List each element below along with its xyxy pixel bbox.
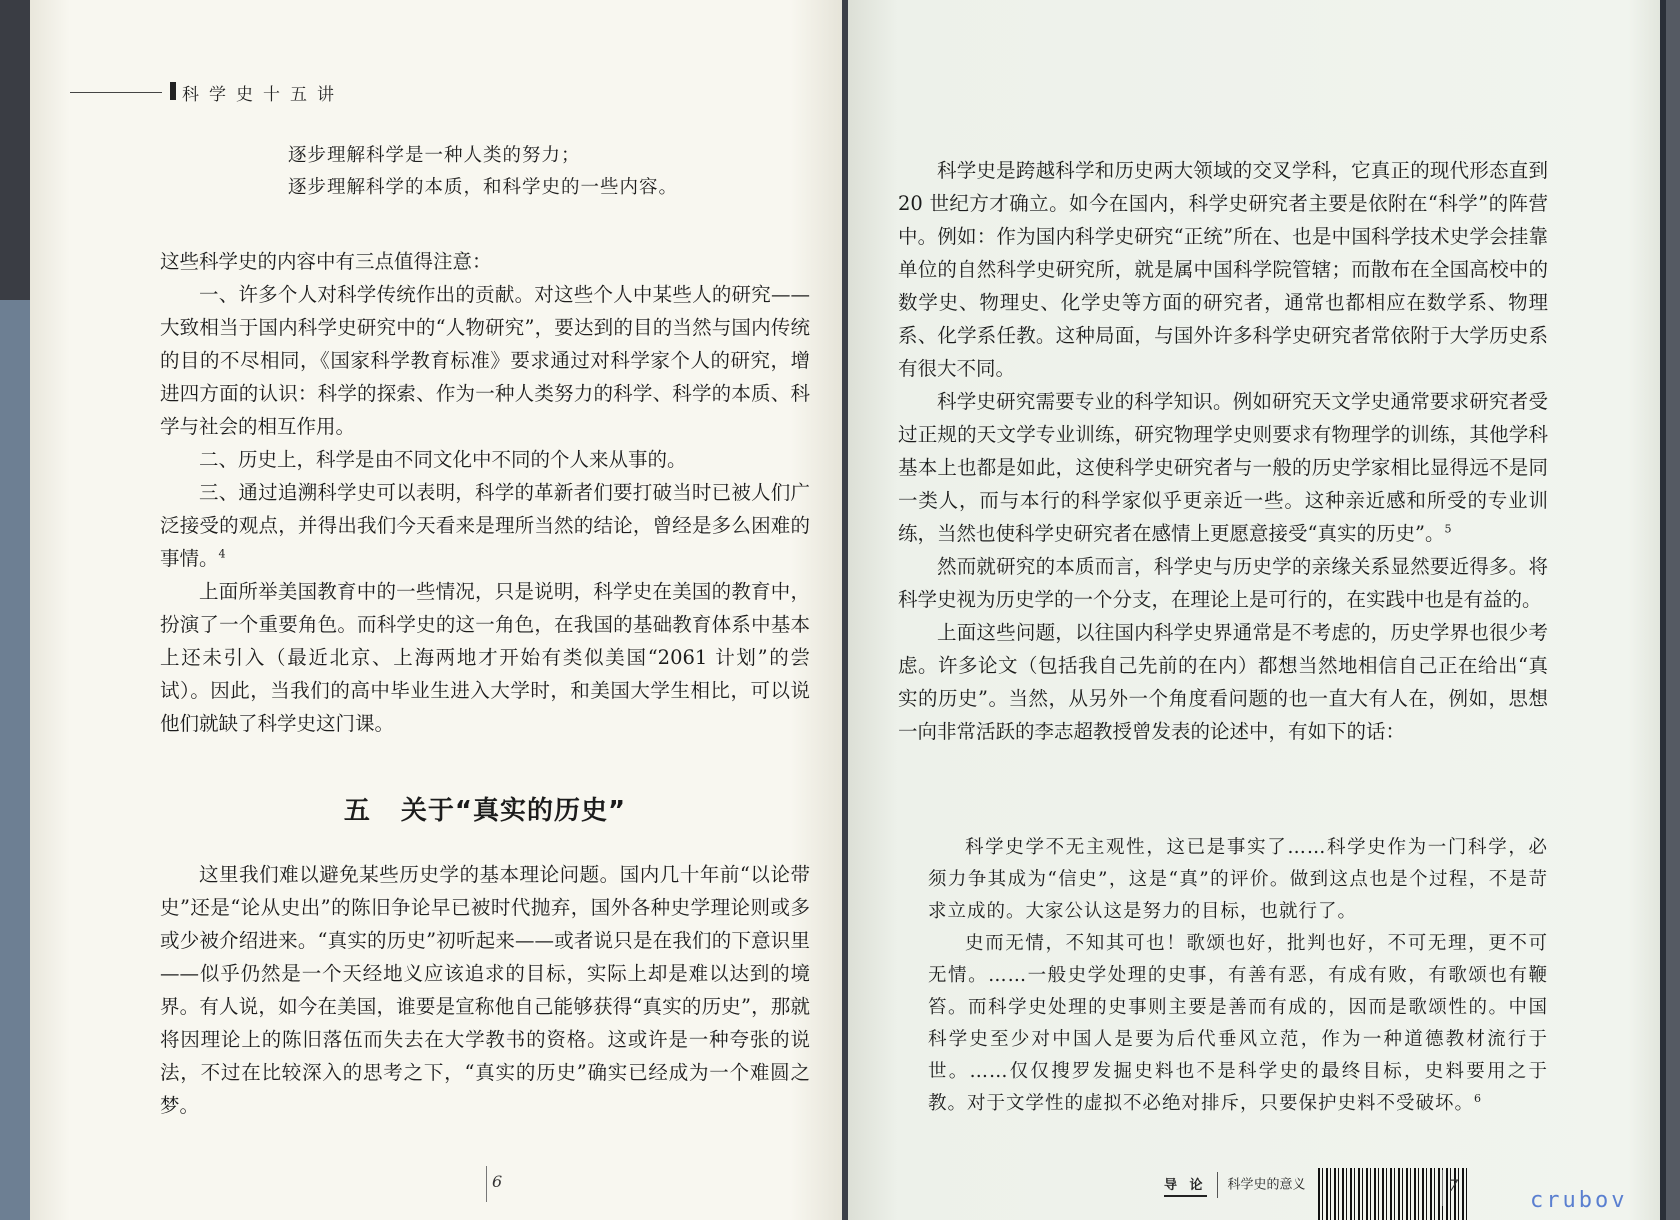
page-number-rule [486,1166,487,1202]
quote-paragraph: 科学史学不无主观性，这已是事实了……科学史作为一门科学，必须力争其成为“信史”，这是“真”的评价。做到这点也是个过程，不是苛求立成的。大家公认这是努力的目标，也就行了。 [928,837,1548,922]
barcode-sticker [1318,1168,1468,1220]
footer-title: 科学史的意义 [1227,1177,1306,1193]
footnote-mark[interactable]: 4 [218,547,226,561]
paragraph: 上面所举美国教育中的一些情况，只是说明，科学史在美国的教育中，扮演了一个重要角色。而科学史的这一角色，在我国的基础教育体系中基本上还未引入（最近北京、上海两地才开始有类似美国“2061 计划”的尝试）。因此，当我们的高中毕业生进入大学时，和美国大学生相比，可以说他们就缺了科学史这门课。 [160,580,810,735]
left-body-text [160,245,810,740]
page-number: 6 [492,1172,503,1191]
running-head: 科学史十五讲 [182,85,344,105]
page-number-rule [1442,1170,1443,1206]
footnote-mark[interactable]: 6 [1474,1091,1483,1105]
page-number: 7 [1448,1176,1459,1195]
right-page [848,0,1660,1220]
paragraph: 科学史是跨越科学和历史两大领域的交叉学科，它真正的现代形态直到 20 世纪方才确立。如今在国内，科学史研究者主要是依附在“科学”的阵营中。例如：作为国内科学史研究“正统”所在、也是中国科学技术史学会挂靠单位的自然科学史研究所，就是属中国科学院管辖；而散布在全国高校中的数学史、物理史、化学史等方面的研究者，通常也都相应在数学系、物理系、化学系任教。这种局面，与国外许多科学史研究者常依附于大学历史系有很大不同。 [898,159,1548,380]
quote-text: 史而无情，不知其可也！歌颂也好，批判也好，不可无理，更不可无情。……一般史学处理的史事，有善有恶，有成有败，有歌颂也有鞭笞。而科学史处理的史事则主要是善而有成的，因而是歌颂性的。中国科学史至少对中国人是要为后代垂风立范，作为一种道德教材流行于世。……仅仅搜罗发掘史料也不是科学史的最终目标，史料要用之于教。对于文学性的虚拟不必绝对排斥，只要保护史料不受破坏。 [928,933,1548,1114]
block-quote [928,832,1548,1120]
section-body-text [160,858,810,1122]
objectives-list [230,140,790,204]
paragraph-text: 科学史研究需要专业的科学知识。例如研究天文学史通常要求研究者受过正规的天文学专业训练，研究物理学史则要求有物理学的训练，其他学科基本上也都是如此，这使科学史研究者与一般的历史学家相比显得远不是同一类人，而与本行的科学家似乎更亲近一些。这种亲近感和所受的专业训练，当然也使科学史研究者在感情上更愿意接受“真实的历史”。 [898,390,1548,545]
paragraph: 然而就研究的本质而言，科学史与历史学的亲缘关系显然要近得多。将科学史视为历史学的一个分支，在理论上是可行的，在实践中也是有益的。 [898,555,1548,611]
objective-item: 逐步理解科学的本质，和科学史的一些内容。 [288,177,679,198]
section-number: 五 [343,796,371,826]
running-head-marker [170,82,176,100]
paragraph [898,385,1548,550]
footnote-mark[interactable]: 5 [1444,522,1452,536]
book-edge [1666,0,1680,1220]
paragraph: 一、许多个人对科学传统作出的贡献。对这些个人中某些人的研究——大致相当于国内科学史研究中的“人物研究”，要达到的目的当然与国内传统的目的不尽相同，《国家科学教育标准》要求通过对科学家个人的研究，增进四方面的认识：科学的探索、作为一种人类努力的科学、科学的本质、科学与社会的相互作用。 [160,283,810,438]
section-heading [160,790,810,827]
footer-chapter: 导 论 [1164,1178,1207,1197]
paragraph: 这里我们难以避免某些历史学的基本理论问题。国内几十年前“以论带史”还是“论从史出”的陈旧争论早已被时代抛弃，国外各种史学理论则或多或少被介绍进来。“真实的历史”初听起来——或者说只是在我们的下意识里——似乎仍然是一个天经地义应该追求的目标，实际上却是难以达到的境界。有人说，如今在美国，谁要是宣称他自己能够获得“真实的历史”，那就将因理论上的陈旧落伍而失去在大学教书的资格。这或许是一种夸张的说法，不过在比较深入的思考之下，“真实的历史”确实已经成为一个难圆之梦。 [160,863,810,1117]
paragraph: 二、历史上，科学是由不同文化中不同的个人来从事的。 [199,448,687,471]
book-edge [0,0,30,300]
quote-paragraph [928,928,1548,1120]
running-footer [1164,1172,1306,1198]
paragraph [160,476,810,575]
running-head-rule [70,92,162,93]
footer-divider [1217,1172,1218,1198]
section-title: 关于“真实的历史” [400,796,627,826]
paragraph: 这些科学史的内容中有三点值得注意： [160,250,492,273]
watermark: crubov [1530,1188,1628,1213]
right-body-text [898,154,1548,748]
book-edge [0,300,30,1220]
objective-item: 逐步理解科学是一种人类的努力； [288,145,581,166]
paragraph-text: 三、通过追溯科学史可以表明，科学的革新者们要打破当时已被人们广泛接受的观点，并得出我们今天看来是理所当然的结论，曾经是多么困难的事情。 [160,481,810,570]
left-page [30,0,842,1220]
paragraph: 上面这些问题，以往国内科学史界通常是不考虑的，历史学界也很少考虑。许多论文（包括我自己先前的在内）都想当然地相信自己正在给出“真实的历史”。当然，从另外一个角度看问题的也一直大有人在，例如，思想一向非常活跃的李志超教授曾发表的论述中，有如下的话： [898,621,1548,743]
